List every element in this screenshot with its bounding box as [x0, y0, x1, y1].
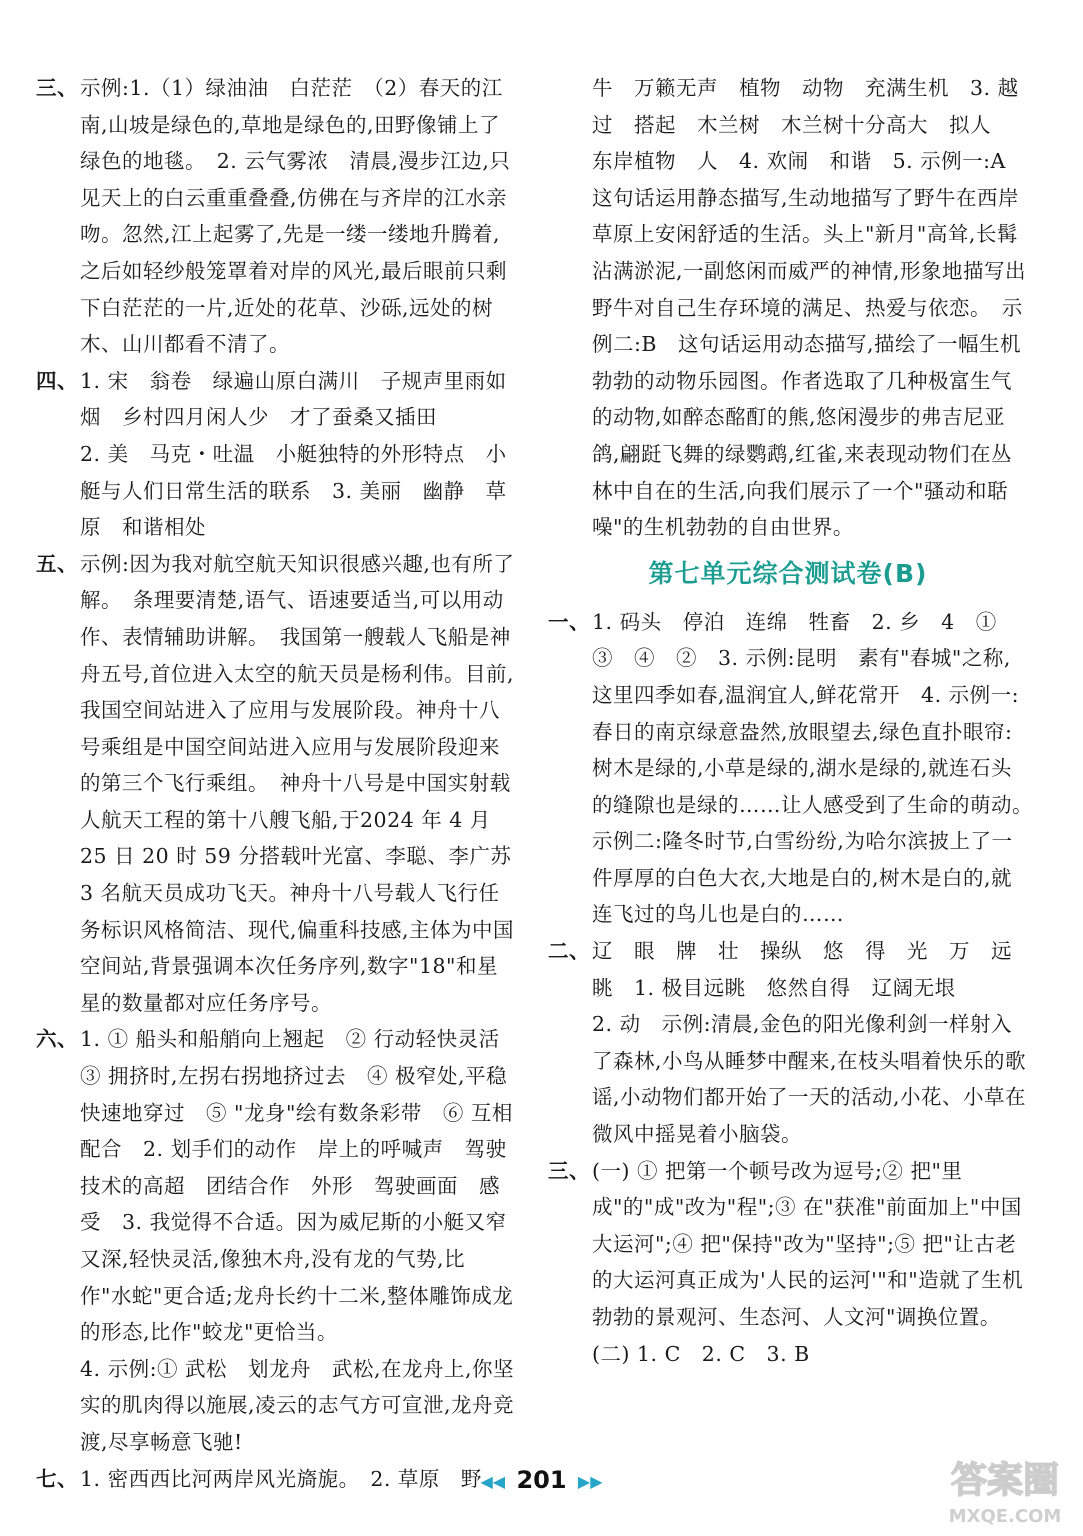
section-text: 1. 密西西比河两岸风光旖旎。 2. 草原 野: [80, 1466, 482, 1491]
watermark-logo: [935, 1446, 1075, 1530]
watermark-bottom-text: MXQE.COM: [948, 1506, 1062, 1527]
section-text: 1. 码头 停泊 连绵 牲畜 2. 乡 4 ① ③ ④ ② 3. 示例:昆明 素有"春城"之称,这里四季如春,温润宜人,鲜花常开 4. 示例一:春日的南京绿意盎然,放眼望去,绿色直扑眼帘:树木是绿的,小草是绿的,湖水是绿的,就连石头的缝隙也是绿的……让人感受到了生命的萌动。 示例二:隆冬时节,白雪纷纷,为哈尔滨披上了一件厚厚的白色大衣,大地是白的,树木是白的,就连飞过的鸟儿也是白的……: [592, 609, 1044, 927]
watermark-top-text: 答案圈: [950, 1460, 1060, 1501]
section-number: 七、: [36, 1466, 78, 1491]
answer-section-3: [36, 70, 516, 363]
answer-section-7-continued: 牛 万籁无声 植物 动物 充满生机 3. 越过 搭起 木兰树 木兰树十分高大 拟人 东岸植物 人 4. 欢闹 和谐 5. 示例一:A 这句话运用静态描写,生动地描写了野牛在西岸草原上安闲舒适的生活。头上"新月"高耸,长髯沾满淤泥,一副悠闲而威严的神情,形象地描写出野牛对自己生存环境的满足、热爱与依恋。 示例二:B 这句话运用动态描写,描绘了一幅生机勃勃的动物乐园图。作者选取了几种极富生气的动物,如醉态酩酊的熊,悠闲漫步的弗吉尼亚鸽,翩跹飞舞的绿鹦鹉,红雀,来表现动物们在丛林中自在的生活,向我们展示了一个"骚动和聒噪"的生机勃勃的自由世界。: [592, 76, 1027, 540]
prev-arrows-icon: ◀◀: [480, 1471, 506, 1491]
test-b-section-2-continued: 2. 动 示例:清晨,金色的阳光像利剑一样射入了森林,小鸟从睡梦中醒来,在枝头唱着快乐的歌谣,小动物们都开始了一天的活动,小花、小草在微风中摇晃着小脑袋。: [592, 1012, 1027, 1147]
answer-section-6: [36, 1021, 521, 1350]
section-number: 六、: [36, 1027, 78, 1052]
section-number: 五、: [36, 551, 78, 576]
test-b-section-1: [548, 604, 1044, 933]
test-b-section-3-continued: (二) 1. C 2. C 3. B: [592, 1341, 810, 1366]
section-text: 1. 宋 翁卷 绿遍山原白满川 子规声里雨如烟 乡村四月闲人少 才了蚕桑又插田: [80, 368, 507, 430]
section-text: 示例:因为我对航空航天知识很感兴趣,也有所了解。 条理要清楚,语气、语速要适当,可以用动作、表情辅助讲解。 我国第一艘载人飞船是神舟五号,首位进入太空的航天员是杨利伟。目前,我国空间站进入了应用与发展阶段。神舟十八号乘组是中国空间站进入应用与发展阶段迎来的第三个飞行乘组。 神舟十八号是中国实射载人航天工程的第十八艘飞船,于2024 年 4 月 25 日 20 时 59 分搭载叶光富、李聪、李广苏 3 名航天员成功飞天。神舟十八号载人飞行任务标识风格简洁、现代,偏重科技感,主体为中国空间站,背景强调本次任务序列,数字"18"和星星的数量都对应任务序号。: [80, 551, 515, 1015]
section-number: 三、: [548, 1158, 590, 1183]
section-text: 示例:1.（1）绿油油 白茫茫 （2）春天的江南,山坡是绿色的,草地是绿色的,田野像铺上了绿色的地毯。 2. 云气雾浓 清晨,漫步江边,只见天上的白云重重叠叠,仿佛在与齐岸的江水亲吻。忽然,江上起雾了,先是一缕一缕地升腾着,之后如轻纱般笼罩着对岸的风光,最后眼前只剩下白茫茫的一片,近处的花草、沙砾,远处的树木、山川都看不清了。: [80, 76, 511, 357]
section-text: 1. ① 船头和船艄向上翘起 ② 行动轻快灵活 ③ 拥挤时,左拐右拐地挤过去 ④ 极窄处,平稳快速地穿过 ⑤ "龙身"绘有数条彩带 ⑥ 互相配合 2. 划手们的动作 岸上的呼喊声 驾驶技术的高超 团结合作 外形 驾驶画面 感受 3. 我觉得不合适。因为威尼斯的小艇又窄又深,轻快灵活,像独木舟,没有龙的气势,比作"水蛇"更合适;龙舟长约十二米,整体雕饰成龙的形态,比作"蛟龙"更恰当。: [80, 1027, 521, 1345]
unit-test-title: 第七单元综合测试卷(B): [648, 558, 928, 588]
section-text: (一) ① 把第一个顿号改为逗号;② 把"里成"的"成"改为"程";③ 在"获准"前面加上"中国大运河";④ 把"保持"改为"坚持";⑤ 把"让古老的大运河真正成为'人民的运河'"和"造就了生机勃勃的景观河、生态河、人文河"调换位置。: [592, 1158, 1024, 1329]
test-b-section-3: [548, 1153, 1028, 1336]
next-arrows-icon: ▶▶: [577, 1471, 603, 1491]
answer-section-4-continued: 2. 美 马克・吐温 小艇独特的外形特点 小艇与人们日常生活的联系 3. 美丽 幽静 草原 和谐相处: [80, 441, 507, 540]
answer-section-4: [36, 363, 516, 436]
answer-section-6-continued: 4. 示例:① 武松 划龙舟 武松,在龙舟上,你坚实的肌肉得以施展,凌云的志气方可宣泄,龙舟竞渡,尽享畅意飞驰!: [80, 1356, 515, 1454]
section-number: 一、: [548, 609, 590, 634]
right-column: [548, 70, 1044, 1372]
section-text: 辽 眼 牌 壮 操纵 悠 得 光 万 远 眺 1. 极目远眺 悠然自得 辽阔无垠: [592, 939, 1033, 1000]
answer-section-5: [36, 546, 516, 1022]
left-column: [36, 70, 521, 1497]
section-number: 二、: [548, 939, 590, 964]
page-footer: [0, 1466, 1083, 1494]
page-number: 201: [516, 1466, 567, 1494]
test-b-section-2: [548, 933, 1033, 1006]
section-number: 四、: [36, 368, 78, 393]
section-number: 三、: [36, 76, 78, 100]
